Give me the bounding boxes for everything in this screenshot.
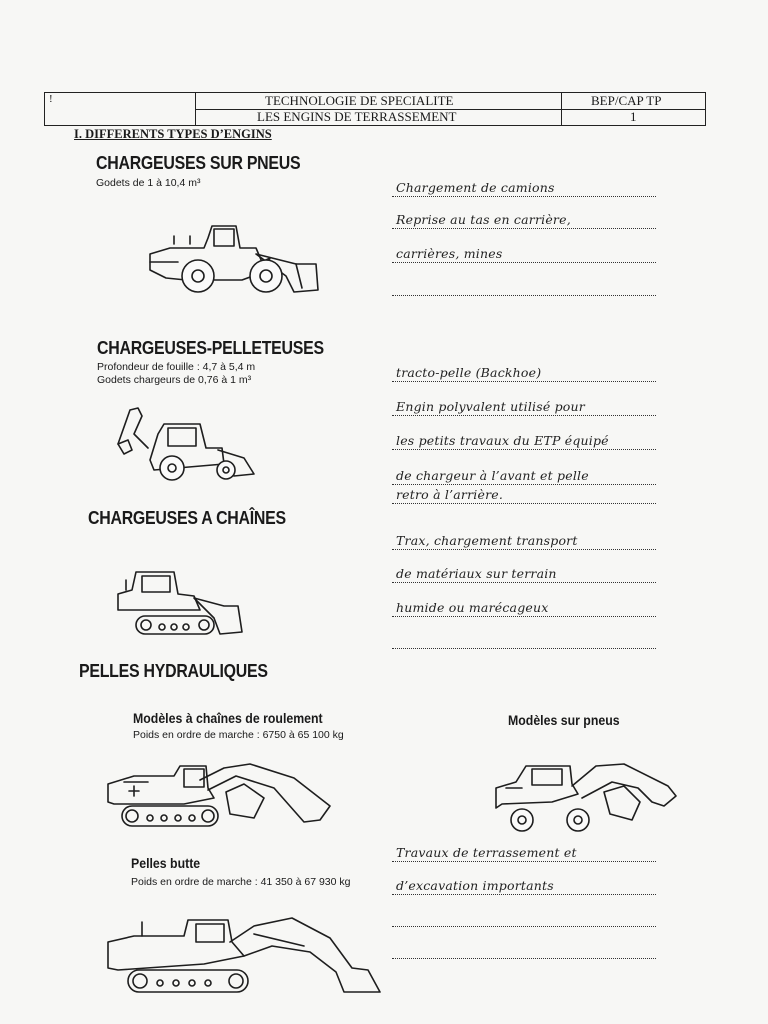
heading-chargeuses-pelleteuses: CHARGEUSES-PELLETEUSES [97,337,324,358]
wheel-loader-icon [146,218,326,298]
heading-chargeuses-chaines: CHARGEUSES A CHAÎNES [88,507,286,528]
heading-modeles-pneus: Modèles sur pneus [508,712,620,728]
note-chaines-3: humide ou marécageux [396,600,549,615]
note-chargeuses-pneus-2: Reprise au tas en carrière, [396,212,571,227]
note-chargeuses-pneus-3: carrières, mines [396,246,503,261]
face-shovel-icon [104,912,386,996]
header-mark: ! [49,93,53,105]
note-chaines-2: de matériaux sur terrain [396,566,557,581]
heading-chargeuses-pneus: CHARGEUSES SUR PNEUS [96,152,301,173]
note-chaines-1: Trax, chargement transport [396,533,578,548]
note-pelleteuses-1: tracto-pelle (Backhoe) [396,365,542,380]
spec-godets: Godets de 1 à 10,4 m³ [96,177,201,189]
header-title-line1: TECHNOLOGIE DE SPECIALITE [265,93,454,108]
header-table [44,92,706,126]
backhoe-loader-icon [114,404,264,486]
note-pelleteuses-2: Engin polyvalent utilisé pour [396,399,585,414]
crawler-loader-icon [114,566,248,638]
heading-pelles-hydrauliques: PELLES HYDRAULIQUES [79,660,268,681]
heading-pelles-butte: Pelles butte [131,855,201,871]
note-pelles-1: Travaux de terrassement et [396,845,577,860]
spec-poids-butte: Poids en ordre de marche : 41 350 à 67 930 kg [131,876,351,888]
header-level: BEP/CAP TP [591,93,662,108]
header-title-line2: LES ENGINS DE TERRASSEMENT [257,109,457,124]
note-pelleteuses-4: de chargeur à l’avant et pelle [396,468,589,483]
spec-poids-chaines: Poids en ordre de marche : 6750 à 65 100 kg [133,729,344,741]
spec-profondeur: Profondeur de fouille : 4,7 à 5,4 m [97,361,256,373]
crawler-excavator-icon [104,762,336,832]
wheeled-excavator-icon [492,762,682,834]
note-pelleteuses-5: retro à l’arrière. [396,487,504,502]
note-chargeuses-pneus-1: Chargement de camions [396,180,555,195]
spec-godets-chargeurs: Godets chargeurs de 0,76 à 1 m³ [97,374,252,386]
section-title: I. DIFFERENTS TYPES D’ENGINS [74,127,272,141]
note-pelleteuses-3: les petits travaux du ETP équipé [396,433,609,448]
heading-modeles-chaines: Modèles à chaînes de roulement [133,710,323,726]
header-page: 1 [630,109,637,124]
note-pelles-2: d’excavation importants [396,878,554,893]
